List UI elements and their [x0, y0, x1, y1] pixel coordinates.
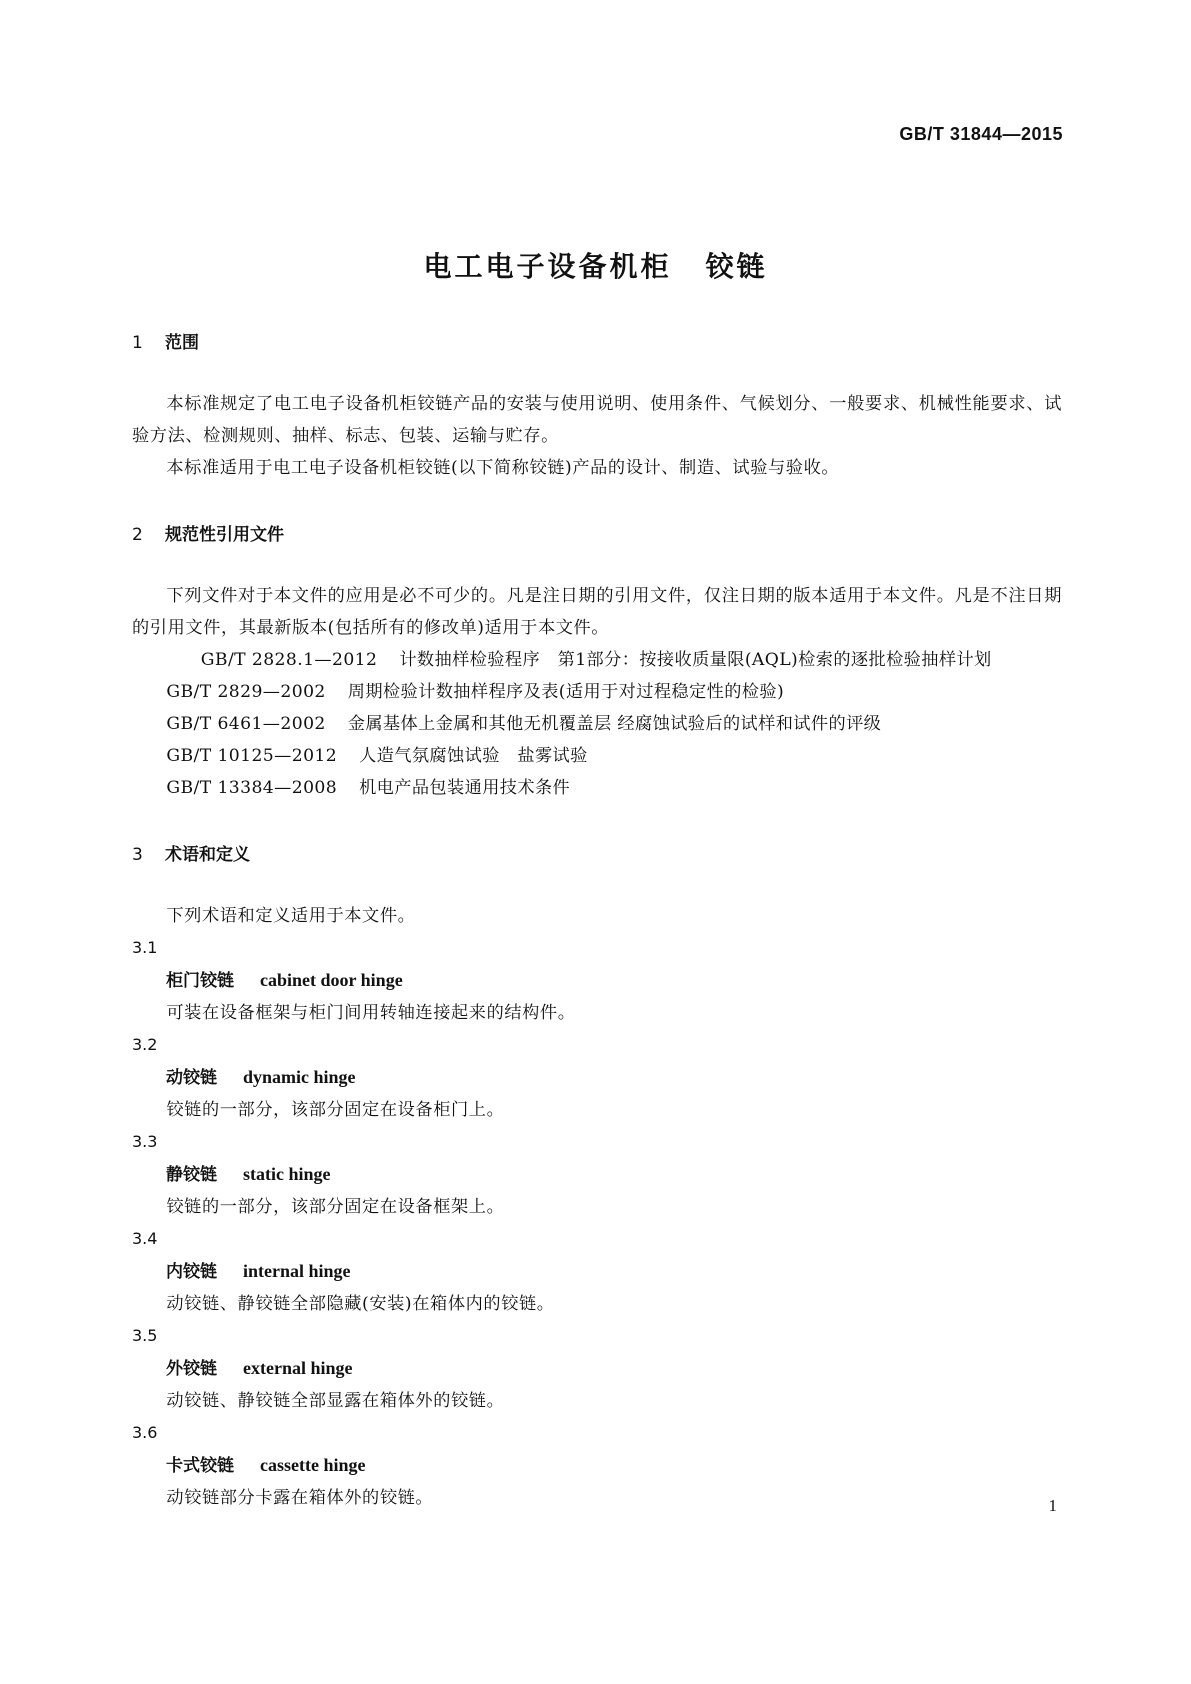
- reference-code: GB/T 6461—2002: [166, 714, 326, 734]
- title-part-2: 铰链: [705, 249, 768, 283]
- page-number: 1: [1048, 1496, 1057, 1515]
- document-body: [132, 330, 1062, 1514]
- reference-code: GB/T 2828.1—2012: [200, 650, 378, 670]
- section-title: 规范性引用文件: [165, 525, 284, 545]
- reference-title: 机电产品包装通用技术条件: [359, 778, 571, 798]
- term-definition: 铰链的一部分，该部分固定在设备框架上。: [166, 1197, 505, 1217]
- term-chinese: 动铰链: [166, 1068, 217, 1088]
- term-definition: 动铰链、静铰链全部隐藏(安装)在箱体内的铰链。: [166, 1294, 555, 1314]
- term-english: cabinet door hinge: [260, 970, 403, 990]
- term-number: 3.4: [132, 1229, 158, 1248]
- paragraph: 下列术语和定义适用于本文件。: [166, 906, 416, 926]
- term-entry: [132, 1223, 1062, 1320]
- term-english: static hinge: [243, 1164, 331, 1184]
- term-definition: 动铰链部分卡露在箱体外的铰链。: [166, 1488, 434, 1508]
- term-heading: [132, 1449, 1062, 1482]
- section-2-heading: [132, 522, 1062, 548]
- section-number: 2: [132, 525, 143, 545]
- term-number: 3.3: [132, 1132, 158, 1151]
- section-number: 3: [132, 845, 143, 865]
- term-english: cassette hinge: [260, 1455, 366, 1475]
- standard-code: GB/T 31844—2015: [899, 124, 1063, 144]
- term-entry: [132, 1029, 1062, 1126]
- section-3-heading: [132, 842, 1062, 868]
- term-english: external hinge: [243, 1358, 353, 1378]
- paragraph: 下列文件对于本文件的应用是必不可少的。凡是注日期的引用文件，仅注日期的版本适用于本文件。凡是不注日期的引用文件，其最新版本(包括所有的修改单)适用于本文件。: [132, 586, 1062, 638]
- term-number: 3.1: [132, 938, 158, 957]
- term-number: 3.5: [132, 1326, 158, 1345]
- term-heading: [132, 1158, 1062, 1191]
- reference-code: GB/T 2829—2002: [166, 682, 326, 702]
- term-english: dynamic hinge: [243, 1067, 356, 1087]
- reference-code: GB/T 13384—2008: [166, 778, 338, 798]
- term-entry: [132, 1320, 1062, 1417]
- paragraph: 本标准适用于电工电子设备机柜铰链(以下简称铰链)产品的设计、制造、试验与验收。: [166, 458, 840, 478]
- reference-item: [132, 676, 1062, 708]
- term-chinese: 柜门铰链: [166, 971, 234, 991]
- term-number: 3.2: [132, 1035, 158, 1054]
- reference-title: 周期检验计数抽样程序及表(适用于对过程稳定性的检验): [347, 682, 785, 702]
- term-entry: [132, 1126, 1062, 1223]
- term-definition: 动铰链、静铰链全部显露在箱体外的铰链。: [166, 1391, 505, 1411]
- term-chinese: 卡式铰链: [166, 1456, 234, 1476]
- term-chinese: 静铰链: [166, 1165, 217, 1185]
- section-1-heading: [132, 330, 1062, 356]
- title-part-1: 电工电子设备机柜: [423, 249, 672, 283]
- section-title: 术语和定义: [165, 845, 250, 865]
- term-number: 3.6: [132, 1423, 158, 1442]
- term-heading: [132, 1061, 1062, 1094]
- reference-item: [132, 644, 1062, 676]
- term-definition: 可装在设备框架与柜门间用转轴连接起来的结构件。: [166, 1003, 576, 1023]
- term-heading: [132, 1255, 1062, 1288]
- reference-title: 金属基体上金属和其他无机覆盖层 经腐蚀试验后的试样和试件的评级: [347, 714, 882, 734]
- section-number: 1: [132, 333, 143, 353]
- reference-title: 计数抽样检验程序 第1部分：按接收质量限(AQL)检索的逐批检验抽样计划: [399, 650, 992, 670]
- term-chinese: 内铰链: [166, 1262, 217, 1282]
- term-heading: [132, 1352, 1062, 1385]
- reference-title: 人造气氛腐蚀试验 盐雾试验: [359, 746, 588, 766]
- reference-item: [132, 740, 1062, 772]
- reference-item: [132, 708, 1062, 740]
- term-english: internal hinge: [243, 1261, 351, 1281]
- term-chinese: 外铰链: [166, 1359, 217, 1379]
- paragraph: 本标准规定了电工电子设备机柜铰链产品的安装与使用说明、使用条件、气候划分、一般要求、机械性能要求、试验方法、检测规则、抽样、标志、包装、运输与贮存。: [132, 394, 1062, 446]
- term-heading: [132, 964, 1062, 997]
- section-title: 范围: [165, 333, 199, 353]
- term-entry: [132, 1417, 1062, 1514]
- term-entry: [132, 932, 1062, 1029]
- term-definition: 铰链的一部分，该部分固定在设备柜门上。: [166, 1100, 505, 1120]
- document-title: [0, 245, 1191, 285]
- reference-code: GB/T 10125—2012: [166, 746, 338, 766]
- reference-item: [132, 772, 1062, 804]
